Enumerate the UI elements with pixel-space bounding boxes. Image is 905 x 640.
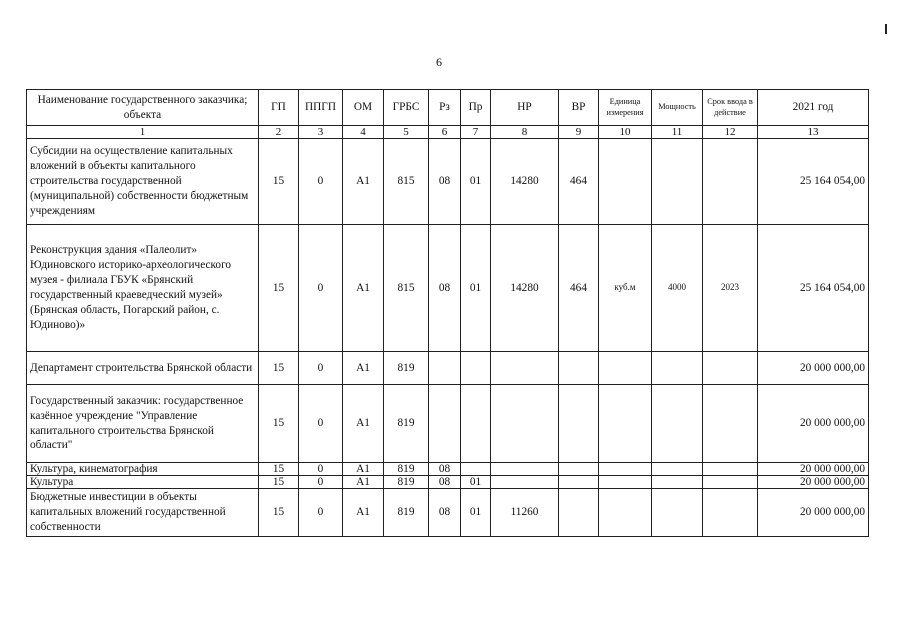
column-number: 4 (343, 126, 384, 139)
cell-om: А1 (343, 139, 384, 225)
cell-term: 2023 (703, 225, 758, 352)
cell-amount: 25 164 054,00 (758, 139, 869, 225)
cell-nr (491, 463, 559, 476)
budget-table (26, 89, 869, 537)
cell-om: А1 (343, 463, 384, 476)
header-nr: НР (491, 90, 559, 126)
cell-capacity (652, 385, 703, 463)
cell-rz: 08 (429, 225, 461, 352)
cell-capacity: 4000 (652, 225, 703, 352)
cell-vr (559, 476, 599, 489)
row-name: Реконструкция здания «Палеолит» Юдиновского историко-археологического музея - филиала ГБУК «Брянский государственный краеведческий музей» (Брянская область, Погарский район, с. Юдиново)» (27, 225, 259, 352)
cell-rz: 08 (429, 489, 461, 537)
cell-nr: 14280 (491, 225, 559, 352)
header-gp: ГП (259, 90, 299, 126)
header-grbs: ГРБС (384, 90, 429, 126)
cell-grbs: 815 (384, 225, 429, 352)
page-number: 6 (436, 55, 442, 69)
table-row (27, 352, 869, 385)
cell-rz: 08 (429, 139, 461, 225)
cell-nr (491, 385, 559, 463)
cell-term (703, 476, 758, 489)
cell-unit (599, 476, 652, 489)
column-number: 1 (27, 126, 259, 139)
cell-pr (461, 352, 491, 385)
cell-ppgp: 0 (299, 225, 343, 352)
column-number: 9 (559, 126, 599, 139)
cell-gp: 15 (259, 385, 299, 463)
cell-term (703, 139, 758, 225)
table-row (27, 489, 869, 537)
header-pr: Пр (461, 90, 491, 126)
cell-pr (461, 385, 491, 463)
cell-gp: 15 (259, 225, 299, 352)
header-row (27, 90, 869, 126)
cell-grbs: 819 (384, 476, 429, 489)
row-name: Государственный заказчик: государственное казённое учреждение "Управление капитального строительства Брянской области" (27, 385, 259, 463)
cell-capacity (652, 352, 703, 385)
column-number-row (27, 126, 869, 139)
cell-pr: 01 (461, 139, 491, 225)
scan-mark (885, 24, 887, 34)
cell-amount: 20 000 000,00 (758, 463, 869, 476)
cell-grbs: 819 (384, 352, 429, 385)
row-name: Департамент строительства Брянской области (27, 352, 259, 385)
row-name: Бюджетные инвестиции в объекты капитальных вложений государственной собственности (27, 489, 259, 537)
table-row (27, 225, 869, 352)
cell-rz: 08 (429, 476, 461, 489)
table-row (27, 139, 869, 225)
cell-term (703, 489, 758, 537)
column-number: 12 (703, 126, 758, 139)
cell-term (703, 463, 758, 476)
cell-amount: 20 000 000,00 (758, 476, 869, 489)
cell-pr: 01 (461, 489, 491, 537)
cell-rz: 08 (429, 463, 461, 476)
cell-unit (599, 385, 652, 463)
cell-vr: 464 (559, 139, 599, 225)
cell-ppgp: 0 (299, 385, 343, 463)
header-vr: ВР (559, 90, 599, 126)
row-name: Культура (27, 476, 259, 489)
cell-vr (559, 489, 599, 537)
cell-rz (429, 385, 461, 463)
cell-om: А1 (343, 385, 384, 463)
cell-pr (461, 463, 491, 476)
cell-grbs: 815 (384, 139, 429, 225)
cell-grbs: 819 (384, 489, 429, 537)
column-number: 8 (491, 126, 559, 139)
cell-amount: 20 000 000,00 (758, 385, 869, 463)
cell-nr: 14280 (491, 139, 559, 225)
cell-ppgp: 0 (299, 352, 343, 385)
table-row (27, 385, 869, 463)
cell-ppgp: 0 (299, 476, 343, 489)
header-capacity: Мощность (652, 90, 703, 126)
column-number: 10 (599, 126, 652, 139)
cell-vr (559, 385, 599, 463)
cell-vr (559, 352, 599, 385)
cell-ppgp: 0 (299, 139, 343, 225)
column-number: 2 (259, 126, 299, 139)
column-number: 5 (384, 126, 429, 139)
cell-unit (599, 139, 652, 225)
cell-grbs: 819 (384, 463, 429, 476)
column-number: 6 (429, 126, 461, 139)
cell-gp: 15 (259, 463, 299, 476)
cell-nr: 11260 (491, 489, 559, 537)
row-name: Субсидии на осуществление капитальных вложений в объекты капитального строительства государственной (муниципальной) собственности бюджетным учреждениям (27, 139, 259, 225)
cell-ppgp: 0 (299, 489, 343, 537)
cell-capacity (652, 489, 703, 537)
header-ppgp: ППГП (299, 90, 343, 126)
cell-pr: 01 (461, 476, 491, 489)
cell-pr: 01 (461, 225, 491, 352)
cell-gp: 15 (259, 489, 299, 537)
cell-term (703, 352, 758, 385)
cell-amount: 25 164 054,00 (758, 225, 869, 352)
header-unit: Единица измерения (599, 90, 652, 126)
header-term: Срок ввода в действие (703, 90, 758, 126)
cell-term (703, 385, 758, 463)
cell-nr (491, 352, 559, 385)
header-year: 2021 год (758, 90, 869, 126)
cell-grbs: 819 (384, 385, 429, 463)
table-row (27, 463, 869, 476)
cell-ppgp: 0 (299, 463, 343, 476)
cell-amount: 20 000 000,00 (758, 489, 869, 537)
column-number: 3 (299, 126, 343, 139)
cell-vr (559, 463, 599, 476)
cell-gp: 15 (259, 476, 299, 489)
cell-gp: 15 (259, 139, 299, 225)
cell-nr (491, 476, 559, 489)
table-row (27, 476, 869, 489)
cell-unit (599, 489, 652, 537)
column-number: 13 (758, 126, 869, 139)
cell-om: А1 (343, 476, 384, 489)
column-number: 11 (652, 126, 703, 139)
cell-amount: 20 000 000,00 (758, 352, 869, 385)
cell-om: А1 (343, 489, 384, 537)
column-number: 7 (461, 126, 491, 139)
cell-om: А1 (343, 352, 384, 385)
cell-capacity (652, 476, 703, 489)
cell-unit (599, 463, 652, 476)
cell-gp: 15 (259, 352, 299, 385)
cell-vr: 464 (559, 225, 599, 352)
row-name: Культура, кинематография (27, 463, 259, 476)
cell-unit: куб.м (599, 225, 652, 352)
cell-capacity (652, 139, 703, 225)
cell-om: А1 (343, 225, 384, 352)
header-name: Наименование государственного заказчика; объекта (27, 90, 259, 126)
cell-rz (429, 352, 461, 385)
cell-capacity (652, 463, 703, 476)
header-rz: Рз (429, 90, 461, 126)
cell-unit (599, 352, 652, 385)
header-om: ОМ (343, 90, 384, 126)
